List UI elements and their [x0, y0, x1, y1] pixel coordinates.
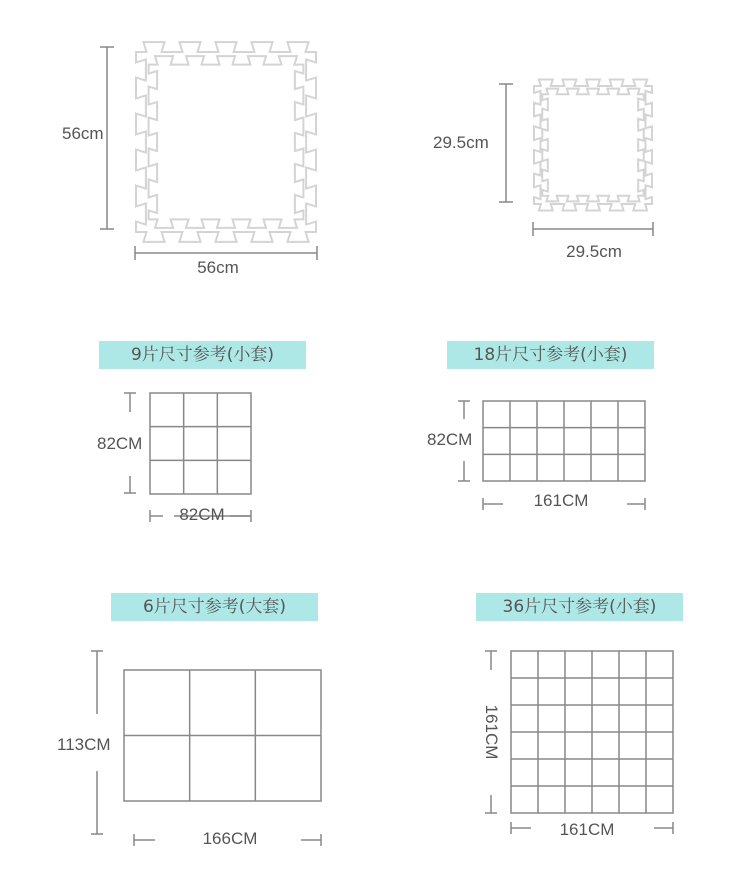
- set-18-title-banner: 18片尺寸参考(小套): [447, 341, 654, 369]
- set-36-title-banner: 36片尺寸参考(小套): [476, 593, 683, 621]
- set-18-width-label: 161CM: [533, 491, 589, 510]
- small-puzzle-tile-inner: [542, 89, 643, 202]
- set-9-height-label: 82CM: [97, 434, 143, 453]
- set-6-height-label: 113CM: [57, 735, 111, 754]
- set-6-title-banner: 6片尺寸参考(大套): [111, 593, 318, 621]
- small-tile-height-label: 29.5cm: [433, 133, 489, 152]
- set-9-grid: [150, 393, 251, 494]
- set-9-width-label: 82CM: [179, 505, 225, 524]
- set-36-width-label: 161CM: [559, 820, 615, 839]
- large-tile-height-label: 56cm: [62, 124, 104, 143]
- set-6-width-label: 166CM: [202, 829, 258, 848]
- set-9-title-banner: 9片尺寸参考(小套): [99, 341, 306, 369]
- large-puzzle-tile-inner: [149, 56, 304, 228]
- large-puzzle-tile: [136, 42, 316, 242]
- set-18-height-label: 82CM: [427, 430, 473, 449]
- set-36-height-label: 161CM: [482, 704, 501, 760]
- small-tile-width-label: 29.5cm: [566, 242, 622, 261]
- large-tile-width-label: 56cm: [197, 258, 239, 277]
- small-puzzle-tile: [534, 80, 652, 211]
